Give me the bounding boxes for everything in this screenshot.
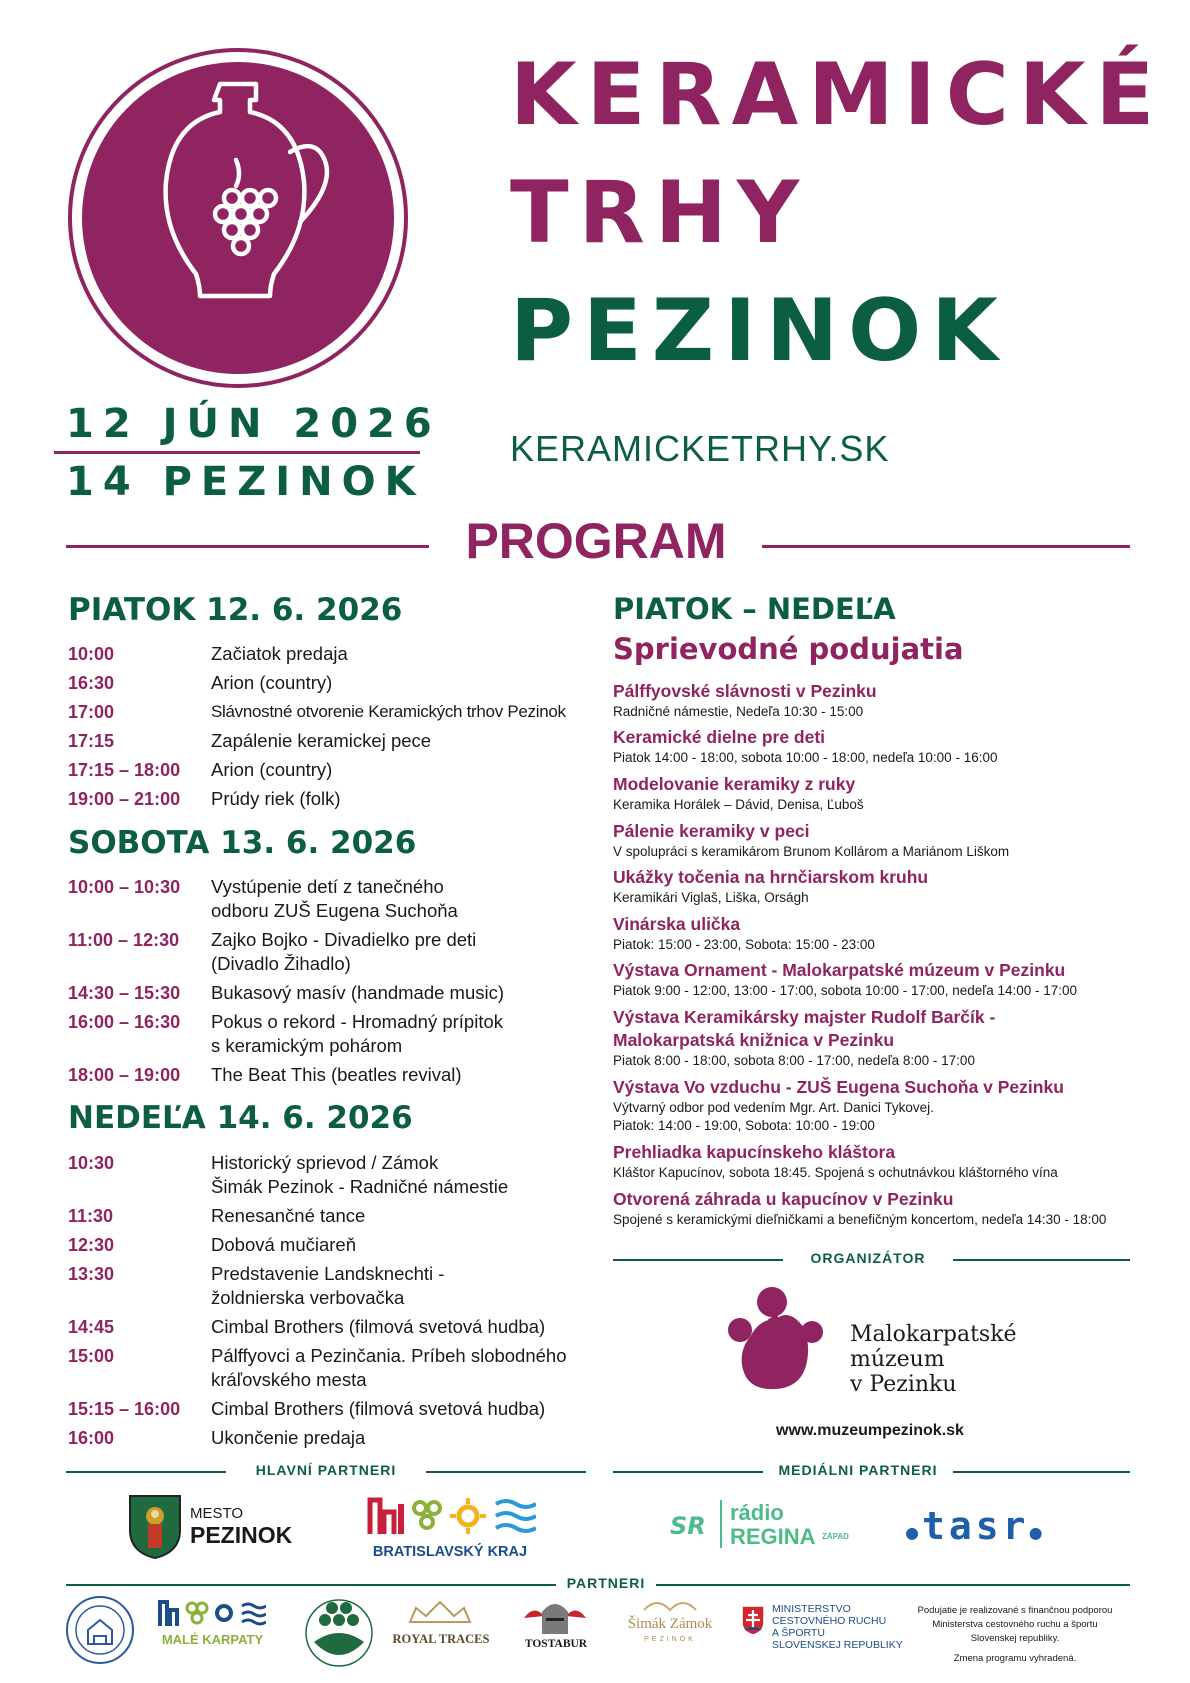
event-time: 19:00 – 21:00 <box>68 789 181 809</box>
event-time: 17:15 – 18:00 <box>68 760 181 780</box>
event-time: 15:15 – 16:00 <box>68 1399 181 1419</box>
main-partners-label: HLAVNÍ PARTNERI <box>255 1462 397 1478</box>
side-event-desc: Piatok: 15:00 - 23:00, Sobota: 15:00 - 23:00 <box>613 937 875 952</box>
side-event-desc: Výtvarný odbor pod vedením Mgr. Art. Danici Tykovej. <box>613 1100 934 1115</box>
radio-regina-label: REGINA <box>730 1524 816 1549</box>
radio-label: rádio <box>730 1500 784 1525</box>
bsk-label: BRATISLAVSKÝ KRAJ <box>372 1544 528 1560</box>
main-partners-rule-left <box>66 1471 226 1473</box>
radio-zapad-label: ZÁPAD <box>822 1532 849 1541</box>
funding-note <box>895 1604 1135 1666</box>
side-event-title: Otvorená záhrada u kapucínov v Pezinku <box>613 1189 954 1209</box>
event-name: Predstavenie Landsknechti - <box>211 1263 445 1284</box>
side-event-desc: Keramikári Viglaš, Liška, Orságh <box>613 890 809 905</box>
date-line-2: 14 PEZINOK <box>66 459 425 505</box>
side-event-title: Ukážky točenia na hrnčiarskom kruhu <box>613 867 929 887</box>
organizer-label: ORGANIZÁTOR <box>810 1250 926 1266</box>
media-partners-rule-left <box>613 1471 763 1473</box>
side-event-desc: Keramika Horálek – Dávid, Denisa, Ľuboš <box>613 797 864 812</box>
side-event-title: Pálffyovské slávnosti v Pezinku <box>613 681 877 701</box>
ministry-label <box>772 1603 903 1651</box>
event-time: 10:30 <box>68 1153 115 1173</box>
event-name: Začiatok predaja <box>211 643 348 664</box>
event-name: Historický sprievod / Zámok <box>211 1152 439 1173</box>
side-event-title: Pálenie keramiky v peci <box>613 821 810 841</box>
event-name: Prúdy riek (folk) <box>211 788 341 809</box>
side-event-title: Vinárska ulička <box>613 914 741 934</box>
side-heading: PIATOK – NEDEĽA <box>613 592 896 626</box>
royal-traces-crown-icon <box>400 1600 480 1626</box>
event-name: Zajko Bojko - Divadielko pre deti <box>211 929 477 950</box>
event-time: 17:00 <box>68 702 115 722</box>
funding-note-line: Podujatie je realizované s finančnou podporou <box>917 1605 1113 1616</box>
side-event-desc: Kláštor Kapucínov, sobota 18:45. Spojená s ochutnávkou kláštorného vína <box>613 1165 1058 1180</box>
event-name: kráľovského mesta <box>211 1369 367 1390</box>
museum-logo-icon <box>720 1282 830 1397</box>
tasr-label: tasr <box>922 1504 1030 1548</box>
event-time: 11:00 – 12:30 <box>68 930 180 950</box>
partners-label: PARTNERI <box>566 1575 646 1591</box>
folk-art-seal-icon <box>64 1594 136 1666</box>
program-rule-right <box>762 545 1130 548</box>
mesto-label: MESTO <box>190 1505 244 1522</box>
event-name: Zapálenie keramickej pece <box>211 730 432 751</box>
event-name: odboru ZUŠ Eugena Suchoňa <box>211 900 458 921</box>
event-name: žoldnierska verbovačka <box>211 1287 405 1308</box>
side-event-desc: Radničné námestie, Nedeľa 10:30 - 15:00 <box>613 704 864 719</box>
title-line-3: PEZINOK <box>510 281 1008 381</box>
side-event-title: Výstava Vo vzduchu - ZUŠ Eugena Suchoňa v Pezinku <box>613 1077 1064 1097</box>
tostabur-label: TOSTABUR <box>524 1638 588 1650</box>
side-event-title: Malokarpatská knižnica v Pezinku <box>613 1030 895 1050</box>
organizer-name-line: v Pezinku <box>850 1372 957 1397</box>
side-event-desc: Piatok 14:00 - 18:00, sobota 10:00 - 18:00, nedeľa 10:00 - 16:00 <box>613 750 998 765</box>
day-heading: PIATOK 12. 6. 2026 <box>68 592 403 628</box>
pezinok-coat-of-arms-icon <box>128 1494 182 1560</box>
side-event-desc: Piatok 9:00 - 12:00, 13:00 - 17:00, sobota 10:00 - 17:00, nedeľa 14:00 - 17:00 <box>613 983 1078 998</box>
event-name: Cimbal Brothers (filmová svetová hudba) <box>211 1398 546 1419</box>
side-subheading: Sprievodné podujatia <box>613 632 964 666</box>
slovak-coat-of-arms-icon <box>740 1604 766 1636</box>
organizer-name-line: múzeum <box>850 1347 945 1372</box>
event-name: Cimbal Brothers (filmová svetová hudba) <box>211 1316 546 1337</box>
event-time: 17:15 <box>68 731 115 751</box>
day-heading: NEDEĽA 14. 6. 2026 <box>68 1100 413 1136</box>
sr-logo-icon <box>668 1510 712 1540</box>
simak-zamok-label: Šimák Zámok <box>627 1616 713 1632</box>
ministry-line: CESTOVNÉHO RUCHU <box>772 1615 887 1627</box>
event-time: 18:00 – 19:00 <box>68 1065 181 1085</box>
event-name: Slávnostné otvorenie Keramických trhov Pezinok <box>211 702 566 721</box>
date-line-1: 12 JÚN 2026 <box>66 401 441 447</box>
side-event-desc: Piatok: 14:00 - 19:00, Sobota: 10:00 - 19:00 <box>613 1118 875 1133</box>
side-event-title: Modelovanie keramiky z ruky <box>613 774 856 794</box>
title-line-1: KERAMICKÉ <box>510 45 1165 145</box>
mesto-pezinok-label: PEZINOK <box>190 1522 293 1548</box>
festival-logo <box>68 48 408 388</box>
ministry-line: MINISTERSTVO <box>772 1603 851 1615</box>
main-partners-rule-right <box>426 1471 586 1473</box>
side-event-desc: V spolupráci s keramikárom Brunom Kollárom a Mariánom Liškom <box>613 844 1010 859</box>
website-link[interactable]: KERAMICKETRHY.SK <box>510 428 890 469</box>
tasr-dot-icon: ● <box>906 1520 923 1544</box>
event-name: Vystúpenie detí z tanečného <box>211 876 444 897</box>
ministry-line: SLOVENSKEJ REPUBLIKY <box>772 1639 903 1651</box>
wine-road-logo-icon <box>300 1594 378 1668</box>
side-event-title: Výstava Ornament - Malokarpatské múzeum v Pezinku <box>613 960 1066 980</box>
tostabur-knight-icon <box>520 1596 590 1636</box>
event-time: 16:30 <box>68 673 115 693</box>
organizer-rule-left <box>613 1259 783 1261</box>
tasr-logo <box>906 1504 1046 1548</box>
media-partners-label: MEDIÁLNI PARTNERI <box>778 1462 938 1478</box>
simak-pezinok-label: PEZINOK <box>644 1636 696 1643</box>
radio-divider <box>720 1500 722 1548</box>
funding-note-line: Slovenskej republiky. <box>970 1633 1060 1644</box>
side-event-title: Prehliadka kapucínskeho kláštora <box>613 1142 896 1162</box>
side-event-desc: Spojené s keramickými dieľničkami a benefičným koncertom, nedeľa 14:30 - 18:00 <box>613 1212 1107 1227</box>
organizer-website-link[interactable]: www.muzeumpezinok.sk <box>776 1422 964 1439</box>
organizer-name <box>850 1322 1017 1397</box>
male-karpaty-logo-icon <box>158 1598 266 1628</box>
event-time: 10:00 – 10:30 <box>68 877 181 897</box>
side-event-title: Výstava Keramikársky majster Rudolf Barčík - <box>613 1007 996 1027</box>
bsk-logo-icon <box>366 1494 536 1538</box>
event-name: Pokus o rekord - Hromadný prípitok <box>211 1011 504 1032</box>
event-time: 10:00 <box>68 644 115 664</box>
organizer-name-line: Malokarpatské <box>850 1322 1017 1347</box>
side-event-desc: Piatok 8:00 - 18:00, sobota 8:00 - 17:00, nedeľa 8:00 - 17:00 <box>613 1053 975 1068</box>
event-name: The Beat This (beatles revival) <box>211 1064 462 1085</box>
event-time: 16:00 <box>68 1428 115 1448</box>
event-name: Ukončenie predaja <box>211 1427 366 1448</box>
event-time: 14:45 <box>68 1317 115 1337</box>
event-name: Pálffyovci a Pezinčania. Príbeh slobodného <box>211 1345 567 1366</box>
organizer-rule-right <box>953 1259 1130 1261</box>
royal-traces-label: ROYAL TRACES <box>392 1632 490 1646</box>
date-divider <box>54 451 420 454</box>
side-event-title: Keramické dielne pre deti <box>613 727 826 747</box>
program-change-note: Zmena programu vyhradená. <box>953 1653 1077 1664</box>
event-time: 13:30 <box>68 1264 115 1284</box>
event-name: Dobová mučiareň <box>211 1234 356 1255</box>
event-time: 12:30 <box>68 1235 115 1255</box>
event-name: (Divadlo Žihadlo) <box>211 953 351 974</box>
simak-zamok-ornament-icon <box>640 1596 700 1614</box>
svg-text:SR: SR <box>670 1512 706 1540</box>
tasr-dot-icon: ● <box>1029 1520 1046 1544</box>
event-name: Renesančné tance <box>211 1205 366 1226</box>
partners-rule-left <box>66 1584 556 1586</box>
program-heading: PROGRAM <box>465 513 727 569</box>
event-time: 11:30 <box>68 1206 114 1226</box>
ministry-line: A ŠPORTU <box>772 1627 825 1639</box>
event-name: s keramickým pohárom <box>211 1035 403 1056</box>
event-time: 15:00 <box>68 1346 115 1366</box>
event-time: 14:30 – 15:30 <box>68 983 181 1003</box>
day-heading: SOBOTA 13. 6. 2026 <box>68 825 417 861</box>
event-name: Šimák Pezinok - Radničné námestie <box>211 1176 509 1197</box>
funding-note-line: Ministerstva cestovného ruchu a športu <box>932 1619 1098 1630</box>
event-time: 16:00 – 16:30 <box>68 1012 181 1032</box>
event-name: Arion (country) <box>211 759 333 780</box>
title-line-2: TRHY <box>510 163 810 263</box>
male-karpaty-label: MALÉ KARPATY <box>161 1632 264 1647</box>
event-name: Arion (country) <box>211 672 333 693</box>
program-rule-left <box>66 545 429 548</box>
media-partners-rule-right <box>953 1471 1130 1473</box>
event-name: Bukasový masív (handmade music) <box>211 982 505 1003</box>
partners-rule-right <box>656 1584 1130 1586</box>
